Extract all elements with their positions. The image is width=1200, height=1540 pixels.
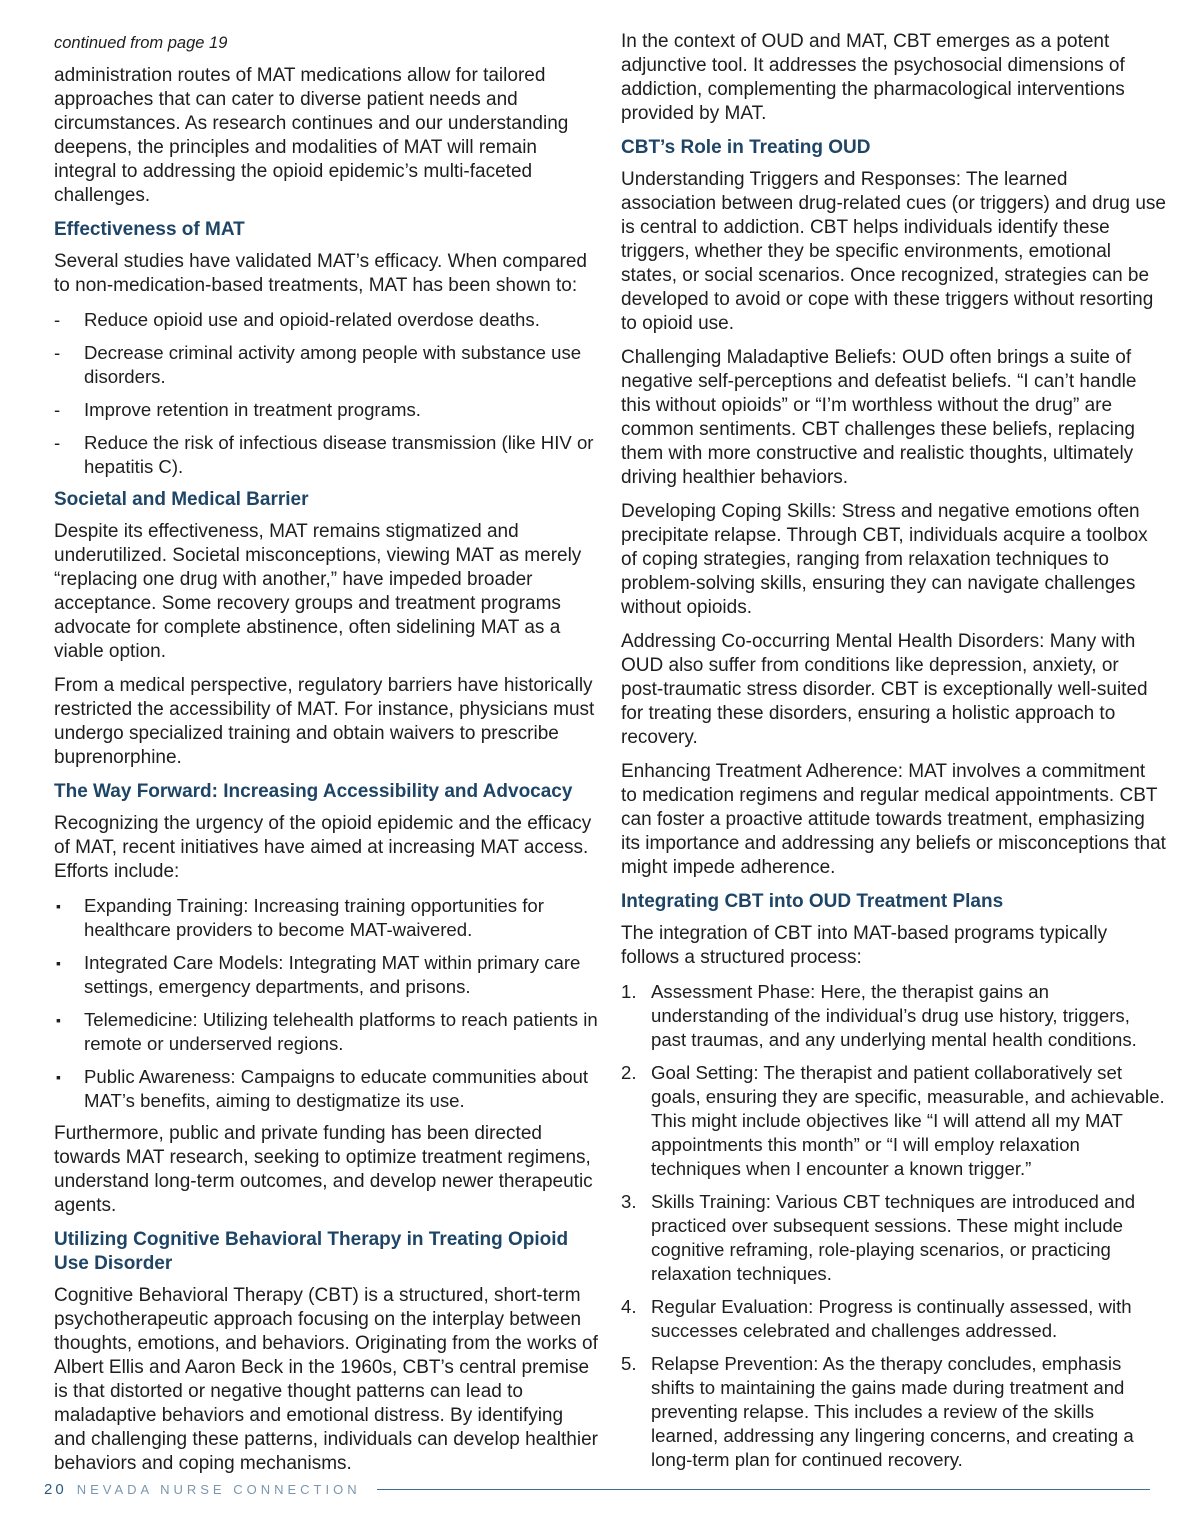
role-paragraph-beliefs: Challenging Maladaptive Beliefs: OUD often brings a suite of negative self-perceptions and defeatist beliefs. “I can’t handle this without opioids” or “I’m worthless without the drug” are common sentiments. CBT challenges these beliefs, replacing them with more constructive and realistic thoughts, ultimately driving healthier behaviors. bbox=[621, 347, 1137, 488]
list-item: 5. Relapse Prevention: As the therapy concludes, emphasis shifts to maintaining the gains made during treatment and preventing relapse. This includes a review of the skills learned, addressing any lingering concerns, and creating a long-term plan for continued recovery. bbox=[621, 1353, 1134, 1470]
effectiveness-heading: Effectiveness of MAT bbox=[54, 219, 245, 240]
bullet-marker: ▪ bbox=[56, 955, 61, 971]
forward-heading: The Way Forward: Increasing Accessibility and Advocacy bbox=[54, 781, 573, 802]
barrier-paragraph-2: From a medical perspective, regulatory barriers have historically restricted the accessibility of MAT. For instance, physicians must undergo specialized training and obtain waivers to prescribe buprenorphine. bbox=[54, 675, 595, 768]
step-number: 3. bbox=[621, 1191, 637, 1212]
barrier-paragraph-1: Despite its effectiveness, MAT remains stigmatized and underutilized. Societal misconceptions, viewing MAT as merely “replacing one drug with another,” have impeded broader acceptance. Some recovery groups and treatment programs advocate for complete abstinence, often sidelining MAT as a viable option. bbox=[54, 521, 582, 662]
list-item: ▪ Telemedicine: Utilizing telehealth platforms to reach patients in remote or underserved regions. bbox=[56, 1009, 598, 1054]
integrating-heading: Integrating CBT into OUD Treatment Plans bbox=[621, 891, 1004, 912]
list-item: 3. Skills Training: Various CBT techniques are introduced and practiced over subsequent sessions. These might include cognitive reframing, role-playing scenarios, or practicing relaxation techniques. bbox=[621, 1191, 1136, 1284]
dash-marker: - bbox=[54, 399, 61, 420]
list-item: ▪ Integrated Care Models: Integrating MAT within primary care settings, emergency departments, and prisons. bbox=[56, 952, 581, 997]
publication-name: NEVADA NURSE CONNECTION bbox=[76, 1481, 361, 1497]
cbt-heading: Utilizing Cognitive Behavioral Therapy in Treating Opioid Use Disorder bbox=[54, 1229, 569, 1274]
role-paragraph-triggers: Understanding Triggers and Responses: The learned association between drug-related cues (or triggers) and drug use is central to addiction. CBT helps individuals identify these triggers, whether they be specific environments, emotional states, or social scenarios. Once recognized, strategies can be developed to avoid or cope with these triggers without resorting to opioid use. bbox=[621, 169, 1166, 334]
forward-list bbox=[54, 894, 600, 1113]
right-column bbox=[621, 30, 1166, 1481]
effectiveness-list bbox=[54, 308, 600, 479]
step-number: 2. bbox=[621, 1062, 637, 1083]
footer-divider bbox=[377, 1489, 1150, 1490]
barrier-heading: Societal and Medical Barrier bbox=[54, 489, 309, 510]
funding-paragraph: Furthermore, public and private funding has been directed towards MAT research, seeking to optimize treatment regimens, understand long-term outcomes, and develop newer therapeutic agents. bbox=[54, 1123, 593, 1216]
forward-paragraph: Recognizing the urgency of the opioid epidemic and the efficacy of MAT, recent initiatives have aimed at increasing MAT access. Efforts include: bbox=[54, 813, 592, 882]
steps-list bbox=[621, 980, 1166, 1472]
bullet-marker: ▪ bbox=[56, 1069, 61, 1085]
step-number: 5. bbox=[621, 1353, 637, 1374]
list-item: 1. Assessment Phase: Here, the therapist gains an understanding of the individual’s drug use history, triggers, past traumas, and any underlying mental health conditions. bbox=[621, 981, 1137, 1050]
list-item: ▪ Expanding Training: Increasing training opportunities for healthcare providers to become MAT-waivered. bbox=[56, 895, 544, 940]
dash-marker: - bbox=[54, 309, 61, 330]
step-number: 1. bbox=[621, 981, 637, 1002]
step-number: 4. bbox=[621, 1296, 637, 1317]
list-item: 4. Regular Evaluation: Progress is continually assessed, with successes celebrated and challenges addressed. bbox=[621, 1296, 1132, 1341]
continued-note: continued from page 19 bbox=[54, 34, 228, 52]
left-column bbox=[54, 30, 600, 1486]
role-paragraph-disorders: Addressing Co-occurring Mental Health Disorders: Many with OUD also suffer from conditions like depression, anxiety, or post-traumatic stress disorder. CBT is exceptionally well-suited for treating these disorders, ensuring a holistic approach to recovery. bbox=[621, 631, 1148, 748]
cbt-paragraph: Cognitive Behavioral Therapy (CBT) is a structured, short-term psychotherapeutic approach focusing on the interplay between thoughts, emotions, and behaviors. Originating from the works of Albert Ellis and Aaron Beck in the 1960s, CBT’s central premise is that distorted or negative thought patterns can lead to maladaptive behaviors and emotional distress. By identifying and challenging these patterns, individuals can develop healthier behaviors and coping mechanisms. bbox=[54, 1285, 598, 1474]
role-heading: CBT’s Role in Treating OUD bbox=[621, 137, 871, 158]
list-item: ▪ Public Awareness: Campaigns to educate communities about MAT’s benefits, aiming to destigmatize its use. bbox=[56, 1066, 589, 1111]
page-number: 20 bbox=[44, 1480, 67, 1498]
role-paragraph-coping: Developing Coping Skills: Stress and negative emotions often precipitate relapse. Through CBT, individuals acquire a toolbox of coping strategies, ranging from relaxation techniques to problem-solving skills, ensuring they can navigate challenges without opioids. bbox=[621, 501, 1148, 618]
list-item: 2. Goal Setting: The therapist and patient collaboratively set goals, ensuring they are specific, measurable, and achievable. This might include objectives like “I will attend all my MAT appointments this month” or “I will employ relaxation techniques when I encounter a known trigger.” bbox=[621, 1062, 1165, 1179]
dash-marker: - bbox=[54, 432, 61, 453]
intro-paragraph: administration routes of MAT medications allow for tailored approaches that can cater to diverse patient needs and circumstances. As research continues and our understanding deepens, the principles and modalities of MAT will remain integral to addressing the opioid epidemic’s multi-faceted challenges. bbox=[54, 65, 569, 206]
list-item: - Decrease criminal activity among people with substance use disorders. bbox=[54, 342, 582, 387]
page-footer bbox=[44, 1479, 1150, 1499]
list-item: - Reduce the risk of infectious disease transmission (like HIV or hepatitis C). bbox=[54, 432, 594, 477]
list-item: - Reduce opioid use and opioid-related overdose deaths. bbox=[54, 309, 540, 330]
bullet-marker: ▪ bbox=[56, 1012, 61, 1028]
cbt-intro-paragraph: In the context of OUD and MAT, CBT emerges as a potent adjunctive tool. It addresses the psychosocial dimensions of addiction, complementing the pharmacological interventions provided by MAT. bbox=[621, 31, 1125, 124]
list-item: - Improve retention in treatment programs. bbox=[54, 399, 421, 420]
dash-marker: - bbox=[54, 342, 61, 363]
integrating-paragraph: The integration of CBT into MAT-based programs typically follows a structured process: bbox=[621, 923, 1108, 968]
effectiveness-paragraph: Several studies have validated MAT’s efficacy. When compared to non-medication-based treatments, MAT has been shown to: bbox=[54, 251, 587, 296]
bullet-marker: ▪ bbox=[56, 898, 61, 914]
role-paragraph-adherence: Enhancing Treatment Adherence: MAT involves a commitment to medication regimens and regular medical appointments. CBT can foster a proactive attitude towards treatment, emphasizing its importance and addressing any beliefs or misconceptions that might impede adherence. bbox=[621, 761, 1166, 878]
